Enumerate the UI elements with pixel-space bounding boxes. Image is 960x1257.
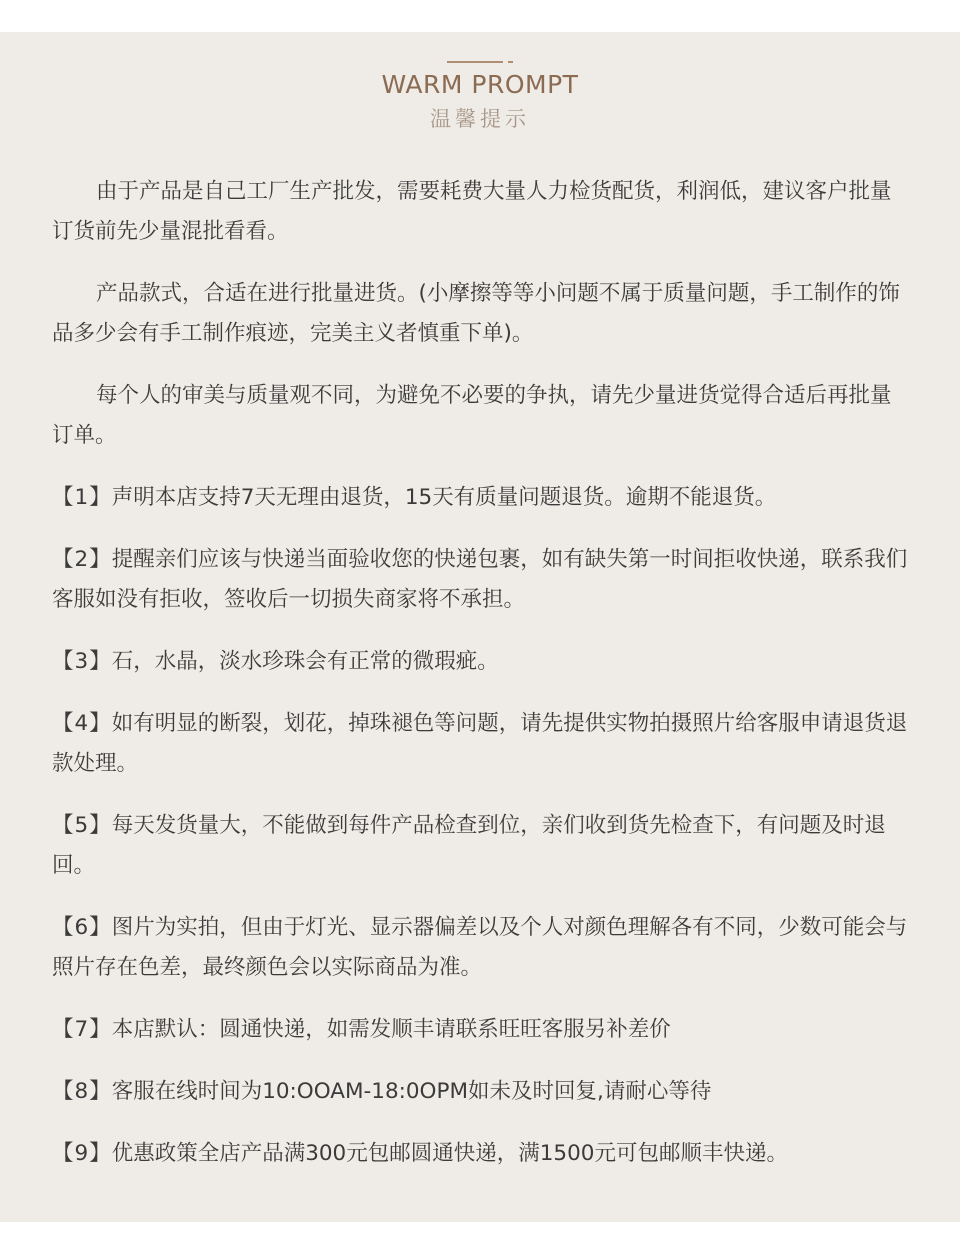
item-text: 提醒亲们应该与快递当面验收您的快递包裹，如有缺失第一时间拒收快递，联系我们客服如没有拒收，签收后一切损失商家将不承担。 [52, 547, 908, 612]
decorative-dash [508, 61, 513, 63]
item-number: 【1】 [52, 485, 112, 510]
item-number: 【9】 [52, 1141, 112, 1166]
notice-card [0, 32, 960, 1222]
notice-item [52, 704, 912, 784]
paragraph: 每个人的审美与质量观不同，为避免不必要的争执，请先少量进货觉得合适后再批量订单。 [52, 383, 892, 448]
item-number: 【7】 [52, 1017, 112, 1042]
item-text: 客服在线时间为10:OOAM-18:0OPM如未及时回复,请耐心等待 [111, 1079, 712, 1104]
item-text: 如有明显的断裂，划花，掉珠褪色等问题，请先提供实物拍摄照片给客服申请退货退款处理。 [52, 711, 908, 776]
notice-item [52, 1072, 912, 1112]
item-number: 【6】 [52, 915, 112, 940]
item-number: 【4】 [52, 711, 112, 736]
notice-item [52, 540, 912, 620]
title-english: WARM PROMPT [381, 70, 579, 99]
item-text: 每天发货量大，不能做到每件产品检查到位，亲们收到货先检查下，有问题及时退回。 [52, 813, 886, 878]
item-number: 【5】 [52, 813, 112, 838]
item-number: 【3】 [52, 649, 112, 674]
item-text: 图片为实拍，但由于灯光、显示器偏差以及个人对颜色理解各有不同，少数可能会与照片存在色差，最终颜色会以实际商品为准。 [52, 915, 908, 980]
title-chinese: 温馨提示 [430, 107, 530, 131]
notice-item [52, 1010, 912, 1050]
notice-item [52, 806, 912, 886]
item-number: 【8】 [52, 1079, 112, 1104]
item-number: 【2】 [52, 547, 112, 572]
notice-item [52, 908, 912, 988]
notice-body [52, 172, 912, 1196]
item-text: 优惠政策全店产品满300元包邮圆通快递，满1500元可包邮顺丰快递。 [111, 1141, 788, 1166]
notice-item [52, 642, 912, 682]
item-text: 本店默认：圆通快递，如需发顺丰请联系旺旺客服另补差价 [111, 1017, 671, 1042]
notice-item [52, 1134, 912, 1174]
paragraph: 产品款式，合适在进行批量进货。(小摩擦等等小问题不属于质量问题，手工制作的饰品多少会有手工制作痕迹，完美主义者慎重下单)。 [52, 281, 900, 346]
decorative-line [447, 61, 503, 63]
item-text: 声明本店支持7天无理由退货，15天有质量问题退货。逾期不能退货。 [111, 485, 777, 510]
paragraph: 由于产品是自己工厂生产批发，需要耗费大量人力检货配货，利润低，建议客户批量订货前先少量混批看看。 [52, 179, 892, 244]
notice-item [52, 478, 912, 518]
item-text: 石，水晶，淡水珍珠会有正常的微瑕疵。 [111, 649, 499, 674]
